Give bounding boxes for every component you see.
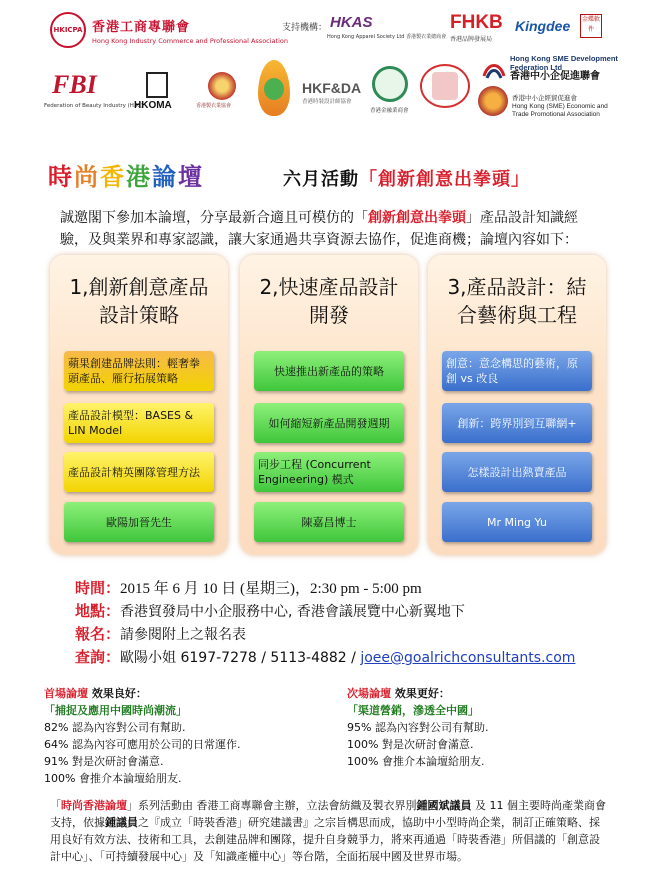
page-title	[48, 157, 204, 192]
subtitle-highlight: 「創新創意出拳頭」	[359, 169, 530, 190]
feedback-heading-red: 首場論壇	[44, 687, 88, 700]
topic-item: 如何縮短新產品開發週期	[254, 403, 404, 443]
footer-text: 及 11 個主要時尚產業商會支持，依據	[50, 799, 606, 829]
organizer-seal-icon: HKICPA	[50, 12, 86, 48]
feedback-topic: 「捕捉及應用中國時尚潮流」	[44, 704, 187, 717]
signup-label: 報名	[75, 625, 106, 643]
column-heading-line: 3,產品設計：結	[447, 275, 587, 299]
speaker-name: 歐陽加晉先生	[64, 502, 214, 542]
footer-text: 「	[50, 799, 61, 812]
event-time: 時間：2015 年 6 月 10 日 (星期三)，2:30 pm - 5:00 pm	[75, 579, 422, 597]
place-label: 地點	[75, 602, 106, 620]
fhkb-logo: FHKB	[450, 12, 503, 33]
hkoma-icon	[146, 72, 168, 98]
column-heading	[240, 273, 418, 329]
feedback-line: 100% 會推介本論壇給朋友.	[347, 755, 485, 768]
feedback-heading	[44, 685, 240, 702]
tpa-name-en-1: Hong Kong (SME) Economic and	[512, 103, 608, 110]
column-heading-line: 開發	[309, 303, 349, 327]
footer-legislator: 鍾國斌議員	[416, 799, 472, 812]
column-heading-line: 合藝術與工程	[457, 303, 577, 327]
sme-federation-icon	[482, 58, 506, 82]
intro-text-2: 」產品設計知識經驗，及與業界和專家認識，讓大家通過共享資源去協作，促進商機；論壇內容如下：	[60, 210, 578, 248]
column-heading-line: 2,快速產品設計	[259, 275, 399, 299]
hkfda-subtitle: 香港時裝設計師協會	[302, 99, 352, 105]
footer-text: 之『成立「時裝香港」研究建議書』之宗旨構思而成，協助中小型時尚企業，制訂正確策略、採用良好有效方法、技術和工具，去創建品牌和團隊，提升自身競爭力，將來再通過「時裝香港」所倡議的「創意設計中心」、「可持續發展中心」及「知識產權中心」等台階，全面拓展中國及世界市場。	[50, 816, 600, 863]
hkas-logo: HKAS	[330, 14, 373, 31]
drop-logo-inner-icon	[264, 78, 284, 100]
feedback-line: 100% 會推介本論壇給朋友.	[44, 772, 182, 785]
email-link[interactable]: joee@goalrichconsultants.com	[360, 650, 576, 666]
event-enquiry: 查詢：歐陽小姐 6197-7278 / 5113-4882 / joee@goalrichconsultants.com	[75, 648, 576, 666]
topic-item: 快速推出新產品的策略	[254, 351, 404, 391]
feedback-line: 91% 對是次研討會滿意.	[44, 755, 164, 768]
footer-legislator-short: 鍾議員	[105, 816, 138, 829]
column-heading-line: 設計策略	[99, 303, 179, 327]
event-signup: 報名：請參閱附上之報名表	[75, 625, 247, 643]
column-heading	[428, 273, 606, 329]
title-char: 論	[152, 162, 178, 191]
speaker-name: 陳嘉昌博士	[254, 502, 404, 542]
subtitle-prefix: 六月活動	[283, 169, 359, 190]
title-char: 尚	[74, 162, 100, 191]
topic-column-3	[428, 255, 606, 555]
organizer-name-en: Hong Kong Industry Commerce and Professional Association	[92, 36, 288, 45]
feedback-line: 100% 對是次研討會滿意.	[347, 738, 474, 751]
tpa-name-zh: 香港中小企經貿促進會	[512, 95, 577, 102]
title-char: 壇	[178, 162, 204, 191]
hkas-subtitle: Hong Kong Apparel Society Ltd 香港製衣業總商會	[327, 34, 447, 40]
tpa-logo	[512, 95, 608, 119]
footer-text: 」系列活動由 香港工商專聯會主辦，立法會紡織及製衣界別	[127, 799, 417, 812]
speaker-name: Mr Ming Yu	[442, 502, 592, 542]
signup-value: 請參閱附上之報名表	[120, 627, 247, 643]
feedback-heading	[347, 685, 488, 702]
topic-item: 同步工程 (Concurrent Engineering) 模式	[254, 452, 404, 492]
footer-paragraph	[50, 797, 610, 865]
organizer-name-zh: 香港工商專聯會	[92, 19, 191, 35]
event-place: 地點：香港貿發局中小企服務中心, 香港會議展覽中心新翼地下	[75, 602, 465, 620]
intro-text-1: 誠邀閣下參加本論壇，分享最新合適且可模仿的「	[60, 210, 368, 226]
round-seal-inner-icon	[432, 72, 458, 100]
feedback-line: 82% 認為內容對公司有幫助.	[44, 721, 186, 734]
column-heading	[50, 273, 228, 329]
title-char: 時	[48, 162, 74, 191]
topic-column-1	[50, 255, 228, 555]
intro-paragraph	[60, 207, 595, 251]
organizer-logo	[50, 12, 288, 48]
column-heading-line: 1,創新創意產品	[69, 275, 209, 299]
place-value: 香港貿發局中小企服務中心, 香港會議展覽中心新翼地下	[120, 604, 465, 620]
sme-federation-logo	[510, 54, 640, 81]
footer-series-name: 時尚香港論壇	[61, 799, 127, 812]
finance-chamber-name: 香港金融業商會	[370, 108, 409, 114]
title-char: 港	[126, 162, 152, 191]
feedback-first-forum	[44, 685, 240, 787]
feedback-heading-rest: 效果更好：	[391, 687, 450, 700]
topic-item: 蘋果創建品牌法則：輕奢拳頭產品、雁行拓展策略	[64, 351, 214, 391]
enquiry-value: 歐陽小姐 6197-7278 / 5113-4882 /	[120, 650, 361, 666]
feedback-line: 95% 認為內容對公司有幫助.	[347, 721, 489, 734]
feedback-heading-red: 次場論壇	[347, 687, 391, 700]
finance-chamber-icon	[372, 66, 408, 102]
intro-highlight: 創新創意出拳頭	[368, 210, 466, 226]
sme-federation-name-en: Hong Kong SME Development Federation Ltd	[510, 54, 618, 72]
enquiry-label: 查詢	[75, 648, 106, 666]
topic-item: 產品設計精英團隊管理方法	[64, 452, 214, 492]
feedback-heading-rest: 效果良好：	[88, 687, 147, 700]
tpa-icon	[478, 86, 508, 116]
time-value: 2015 年 6 月 10 日 (星期三)，2:30 pm - 5:00 pm	[120, 581, 422, 597]
topic-item: 產品設計模型：BASES & LIN Model	[64, 403, 214, 443]
topic-item: 創意：意念構思的藝術，原創 vs 改良	[442, 351, 592, 391]
hkoma-logo: HKOMA	[134, 100, 172, 111]
title-char: 香	[100, 162, 126, 191]
hkfda-logo: HKF&DA	[302, 80, 362, 96]
topic-column-2	[240, 255, 418, 555]
apparel-association-icon	[208, 72, 236, 100]
feedback-second-forum	[347, 685, 488, 770]
feedback-line: 64% 認為內容可應用於公司的日常運作.	[44, 738, 241, 751]
tpa-name-en-2: Trade Promotional Association	[512, 111, 600, 118]
apparel-association-name: 香港製衣業協會	[196, 103, 232, 109]
support-label: 支持機構：	[282, 23, 328, 33]
feedback-topic: 「渠道營銷，滲透全中國」	[347, 704, 479, 717]
page-subtitle	[283, 165, 530, 191]
kingdee-seal-icon: 金蝶軟件	[580, 14, 602, 38]
fhkb-subtitle: 香港品牌發展局	[450, 36, 493, 43]
kingdee-logo: Kingdee	[515, 18, 571, 34]
topic-item: 創新：跨界別到互聯網+	[442, 403, 592, 443]
fbi-subtitle: Federation of Beauty Industry (H.K.)	[44, 103, 144, 109]
fbi-logo: FBI	[52, 70, 97, 99]
sme-federation-name-zh: 香港中小企促進聯會	[510, 71, 600, 82]
time-label: 時間	[75, 579, 106, 597]
topic-item: 怎樣設計出熱賣產品	[442, 452, 592, 492]
